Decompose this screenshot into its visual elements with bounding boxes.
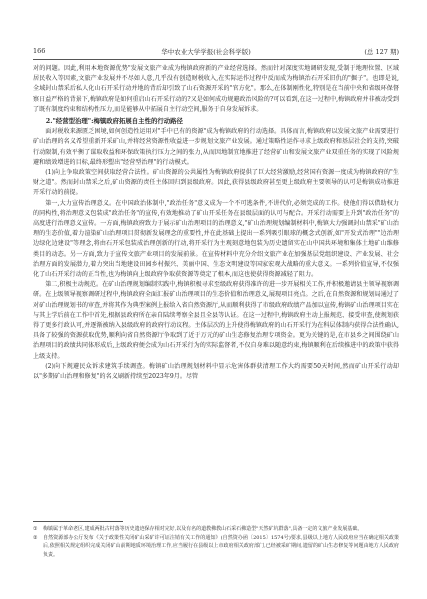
footnote-rule bbox=[33, 521, 123, 522]
paragraph: 第二,积极主动规范。在矿山治理规划编制实践中,梅镇积极寻求至级政府获得准许的进一步开展相关工作,并积极邀请县主领导视察调研。在上级领导视察调研过程中,梅镇政府全面汇报矿山治理项目的生态价值和治理意义,展现项目亮点。之后,在自然资源和规划局通过了对矿山治理规划书的审查,并将其作为典型案例上报给入省自然资源厅,从而顺利获得了市级政府政绩产品加以宣传,梅镇矿山治理项目实在与其上学后前在工作中首先,根据县政府所在亲自陆续考察全县且全县等认证。在这一过程中,梅镇政府主动上报规范、接受审查,使规划获得了更多行政认可,并逐渐被纳入县级政府的政府行动议程。主体层次的上升使得梅镇政府的山石开采行为在科层体制内获得合法性确认,具备了较强的资源获取优势,顺利向省自然资源厅争取到了近于万元的矿山生态修复治理专项资金。更为关键的是,在市县乡之间围绕矿山治理项目的政绩共同体形成后,上级政府便会成为山石开采行为的实际监督者,不仅自身难以随意约束,梅镇顺利在后续推进中的政策中获得上级支持。 bbox=[33, 281, 399, 360]
footnote bbox=[33, 525, 399, 534]
article-body bbox=[33, 64, 399, 382]
footnotes bbox=[33, 525, 399, 559]
paragraph: 第一,大力宣传治理意义。在中国政治体制中,"政治任务"意义成为一个不可逃条件,不讲代价,必须完成的工作。使他们得以借助权力的同构性,将治理意义包装成"政治任务"的宣传,有效地推动了矿山开采任务在县级层面的认可与配合。开采行动需要上升到"政治任务"的高度进行治理意义宣传。一方面,梅镇政府致力于展示矿山治理项目的治理意义,"矿山治理规划编制材料中,梅镇大力强调封山禁采"矿山治理的生态价值,着力渲染矿山治理项目贯彻新发展理念的重要性,并在此基础上提出一系列吸引眼球的概念式创新,如"开发式治理""边治理边绿化边建设"等理念,将由石开采包装成治理创新的行动,将开采行为主观刻意地包装为历史遗留实在山中国共环境和集体土地矿山维修类目的动态。另一方面,致力于宣传文旅产业项目的发展前景。在宣传材料中充分介绍文旅产业在加强基层党组织建设、产业发展、社会治理方面的发展潜力,着力突出当地建设田园乡村振兴、美丽中国、生态文明建设等国家宏观大战略的重大意义。一系列价值宣导,不仅强化了山石开采行动的正当性,也为梅镇向上级政府争取获资源等奠定了根本,而这也使获得资源减轻了阻力。 bbox=[33, 199, 399, 279]
paragraph: (1)向上争取政策空间获取经营合法性。矿山资源的公共属性为梅镇政府提供了巨大经营激励,经营国有资源一度成为梅镇政府的"生财之道"。然而封山禁采之后,矿山资源的责任主体回归到县级政府。因此,获得县级政府甚至更上级政府主要领导的认可是梅镇成功推进开采行动的前提。 bbox=[33, 169, 399, 197]
paragraph: 对的问题。因此,利用本地资源优势"发展文旅产业成为梅镇政府新的产业经营选择。然而针对深度实地调研发现,受制于地理位置、区域居民收入等因素,文旅产业发展并不尽如人意,几乎没有创造财税收入,在实际运作过程中反而成为梅镇治石开采旧仇的"掘子"。也即是说,全域封山禁采后私人化山石开采行动并地的背后却引致了山石资源开采的"官方化"。那么,在体制刚性化,特别是在当前中央和省级环保督察日益严格的背景下,梅镇政府是如何重启山石开采行动的?又是如何成功规避政治风险的?可以看到,在这一过程中,梅镇政府并非被动受到了既有制度约束和结构性压力,而是能够从中拓展自主行动空间,服务于自身发展诉求。 bbox=[33, 65, 399, 113]
paragraph: (2)向下规避民众诉求建筑手续调查。梅镇矿山治理规划材料中显示危害体群获清理工作大约需要50天时间,然而矿山开采行动却以"多期矿山治理和修复"的名义刷新持续至2023年9月。尽管 bbox=[33, 362, 399, 381]
footnote bbox=[33, 534, 399, 560]
running-header bbox=[33, 44, 399, 58]
issue-number: (总 127 期) bbox=[364, 47, 399, 56]
paragraph: 面对税收来源匮乏困境,如何创造性运用对"手中已有的资源"成为梅镇政府的行动选择。具体而言,梅镇政府以发展文旅产业需要进行矿山治理的名义希望重新开采矿山,并将经营资源性收益进一步规划文旅产业发展。通过策略性运作寻求上级政府和基层社会的支持,突破行动限制,有效平衡了谋取收益和环保政策执行压力之间的张力,从而因地制宜地推进了经营矿山和发展文旅产业双重任务的实现了风险规避和绩效增进的目标,最终形塑出"经营型治理"的行动模式。 bbox=[33, 128, 399, 166]
header-rule bbox=[33, 59, 399, 60]
section-heading: 2."经营型治理":梅镇政府拓展自主性的行动路径 bbox=[45, 117, 183, 126]
journal-title: 华中农业大学学报(社会科学版) bbox=[161, 47, 251, 56]
footnote-text: 自然资源部办公厅发布《关于政策性关闭矿山采矿许可证注销有关工作的通知》(自然资办函〔2015〕1574号)要求,县级以上地方人民政府应当在确定相关政策后,依照相关规定组织完成关闭矿山前期地质环境治理工作,应当履行在县级以上市政府相关政府部门,已经被采矿期间,遗留的矿山生态修复等问题由地方人民政府负责。 bbox=[43, 534, 399, 558]
footnote-mark: ② bbox=[33, 534, 38, 541]
footnote-mark: ① bbox=[33, 526, 38, 532]
page-number: 166 bbox=[33, 47, 46, 55]
footnote-text: 梅镇属于革命老区,建成两批古村落等历史遗迹保存相对完好,以及有名的道教佛教山石采石佛造型"天然矿坑群落",具备一定的文旅产业发展基础。 bbox=[43, 526, 363, 532]
